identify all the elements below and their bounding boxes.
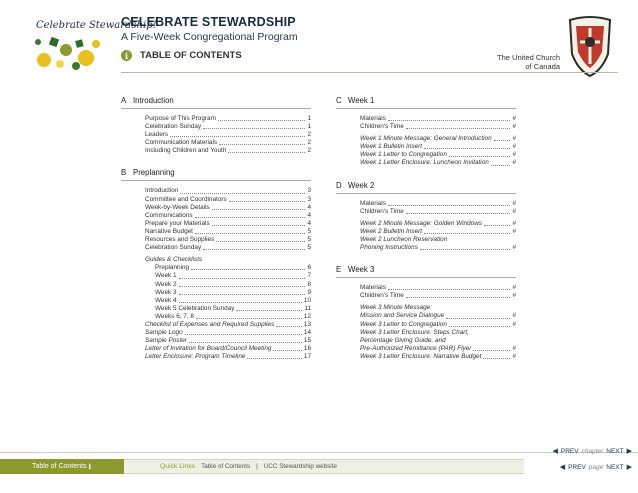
toc-entry[interactable]: Letter of Invitation for Board/Council Meeting 16	[145, 345, 311, 353]
next-page-icon[interactable]: ▶	[626, 464, 632, 471]
quick-links-bar: Quick Links Table of Contents | UCC Stewardship website	[124, 459, 524, 474]
toc-entry[interactable]: Pre-Authorized Remittance (PAR) Flyer #	[360, 344, 516, 352]
toc-right-column	[336, 95, 516, 373]
section-c	[336, 95, 516, 168]
celebrate-stewardship-logo	[30, 14, 157, 78]
toc-entry[interactable]: Introduction 3	[145, 187, 311, 195]
section-divider	[121, 180, 311, 181]
toc-entry[interactable]: Children's Time #	[360, 207, 516, 215]
toc-entry[interactable]: Checklist of Expenses and Required Supplies 13	[145, 320, 311, 328]
toc-entry[interactable]: Week 5 Celebration Sunday 11	[155, 304, 311, 312]
section-a-heading[interactable]: A Introduction	[121, 96, 174, 105]
next-page-button[interactable]: NEXT	[606, 463, 624, 471]
header-divider	[121, 72, 618, 73]
toc-entry[interactable]: Children's Time #	[360, 292, 516, 300]
toc-entry[interactable]: Resources and Supplies 5	[145, 236, 311, 244]
footer-divider	[0, 452, 638, 453]
info-icon: i	[88, 462, 92, 471]
toc-entry-heading: Percentage Giving Guide, and	[360, 336, 446, 344]
toc-entry[interactable]: Communication Materials 2	[145, 139, 311, 147]
toc-entry[interactable]: Week 1 Bulletin Insert #	[360, 143, 516, 151]
section-divider	[336, 108, 516, 109]
toc-entry[interactable]: Weeks 6, 7, 8 12	[155, 312, 311, 320]
toc-entry[interactable]: Week 1 Letter Enclosure: Luncheon Invitation #	[360, 159, 516, 167]
svg-text:Celebrate Stewardship!: Celebrate Stewardship!	[36, 20, 157, 31]
toc-entry[interactable]: Communications 4	[145, 211, 311, 219]
section-divider	[121, 108, 311, 109]
toc-entry[interactable]: Preplanning 6	[155, 264, 311, 272]
next-chapter-icon[interactable]: ▶	[626, 448, 632, 455]
church-crest-icon	[566, 14, 614, 78]
toc-entry[interactable]: Prepare your Materials 4	[145, 219, 311, 227]
section-d	[336, 180, 516, 253]
section-divider	[336, 277, 516, 278]
prev-page-button[interactable]: PREV	[568, 463, 586, 471]
toc-entry[interactable]: Mission and Service Dialogue #	[360, 312, 516, 320]
quick-link-ucc-stewardship[interactable]: UCC Stewardship website	[263, 463, 337, 470]
toc-heading: TABLE OF CONTENTS	[140, 50, 242, 61]
info-icon: i	[121, 50, 132, 61]
section-e	[336, 264, 516, 361]
toc-entry[interactable]: Sample Logo 14	[145, 329, 311, 337]
toc-entry[interactable]: Purpose of This Program 1	[145, 115, 311, 122]
toc-entry[interactable]: Narrative Budget 5	[145, 227, 311, 235]
toc-entry[interactable]: Week 4 10	[155, 296, 311, 304]
section-d-heading[interactable]: D Week 2	[336, 180, 375, 190]
toc-entry[interactable]: Materials #	[360, 284, 516, 292]
prev-chapter-icon[interactable]: ◀	[552, 448, 558, 455]
toc-entry[interactable]: Including Children and Youth 2	[145, 147, 311, 155]
toc-entry-heading: Week 3 Letter Enclosure: Steps Chart,	[360, 328, 469, 336]
next-chapter-button[interactable]: NEXT	[606, 447, 624, 455]
toc-entry[interactable]: Week 3 Letter to Congregation #	[360, 320, 516, 328]
toc-header	[121, 50, 242, 61]
prev-page-icon[interactable]: ◀	[559, 464, 566, 471]
toc-entry[interactable]: Week-by-Week Details 4	[145, 203, 311, 211]
toc-entry[interactable]: Week 3 9	[155, 288, 311, 296]
toc-entry[interactable]: Week 1 Letter to Congregation #	[360, 151, 516, 159]
toc-entry[interactable]: Committee and Coordinators 3	[145, 195, 311, 203]
toc-entry[interactable]: Letter Enclosure: Program Timeline 17	[145, 353, 311, 361]
section-a	[121, 95, 311, 155]
toc-entry[interactable]: Week 2 Bulletin Insert #	[360, 227, 516, 235]
document-title: CELEBRATE STEWARDSHIP	[121, 15, 296, 29]
toc-entry[interactable]: Week 1 7	[155, 272, 311, 280]
toc-tab[interactable]: Table of Contents i	[0, 459, 124, 474]
toc-entry[interactable]: Week 1 Minute Message: General Introduction #	[360, 135, 516, 143]
toc-entry[interactable]: Week 2 8	[155, 280, 311, 288]
toc-entry-heading: Week 3 Minute Message:	[360, 304, 432, 312]
page-nav: ◀ PREV page NEXT ▶	[559, 463, 632, 471]
toc-entry[interactable]: Materials #	[360, 199, 516, 207]
quick-link-toc[interactable]: Table of Contents	[201, 463, 251, 470]
section-divider	[336, 193, 516, 194]
church-name: The United Church of Canada	[497, 53, 560, 71]
section-b-heading[interactable]: B Preplanning	[121, 168, 175, 178]
toc-entry[interactable]: Week 3 Letter Enclosure: Narrative Budget #	[360, 352, 516, 360]
toc-entry[interactable]: Phoning Instructions #	[360, 244, 516, 252]
toc-entry[interactable]: Celebration Sunday 1	[145, 123, 311, 131]
toc-entry[interactable]: Week 2 Minute Message: Golden Windows #	[360, 219, 516, 227]
toc-left-column	[121, 95, 311, 373]
toc-entry[interactable]: Children's Time #	[360, 123, 516, 131]
toc-entry[interactable]: Week 2 Luncheon Reservation	[360, 235, 448, 243]
toc-entry[interactable]: Materials #	[360, 115, 516, 122]
section-c-heading[interactable]: C Week 1	[336, 96, 375, 105]
section-b	[121, 167, 311, 361]
section-e-heading[interactable]: E Week 3	[336, 265, 375, 275]
toc-entry[interactable]: Celebration Sunday 5	[145, 244, 311, 252]
document-subtitle: A Five-Week Congregational Program	[121, 31, 298, 43]
chapter-nav: ◀ PREV chapter NEXT ▶	[552, 447, 632, 455]
prev-chapter-button[interactable]: PREV	[560, 447, 579, 455]
quick-links-label: Quick Links	[160, 463, 196, 470]
toc-entry[interactable]: Sample Poster 15	[145, 337, 311, 345]
toc-entry[interactable]: Leaders 2	[145, 131, 311, 139]
guides-heading: Guides & Checklists	[145, 256, 203, 264]
